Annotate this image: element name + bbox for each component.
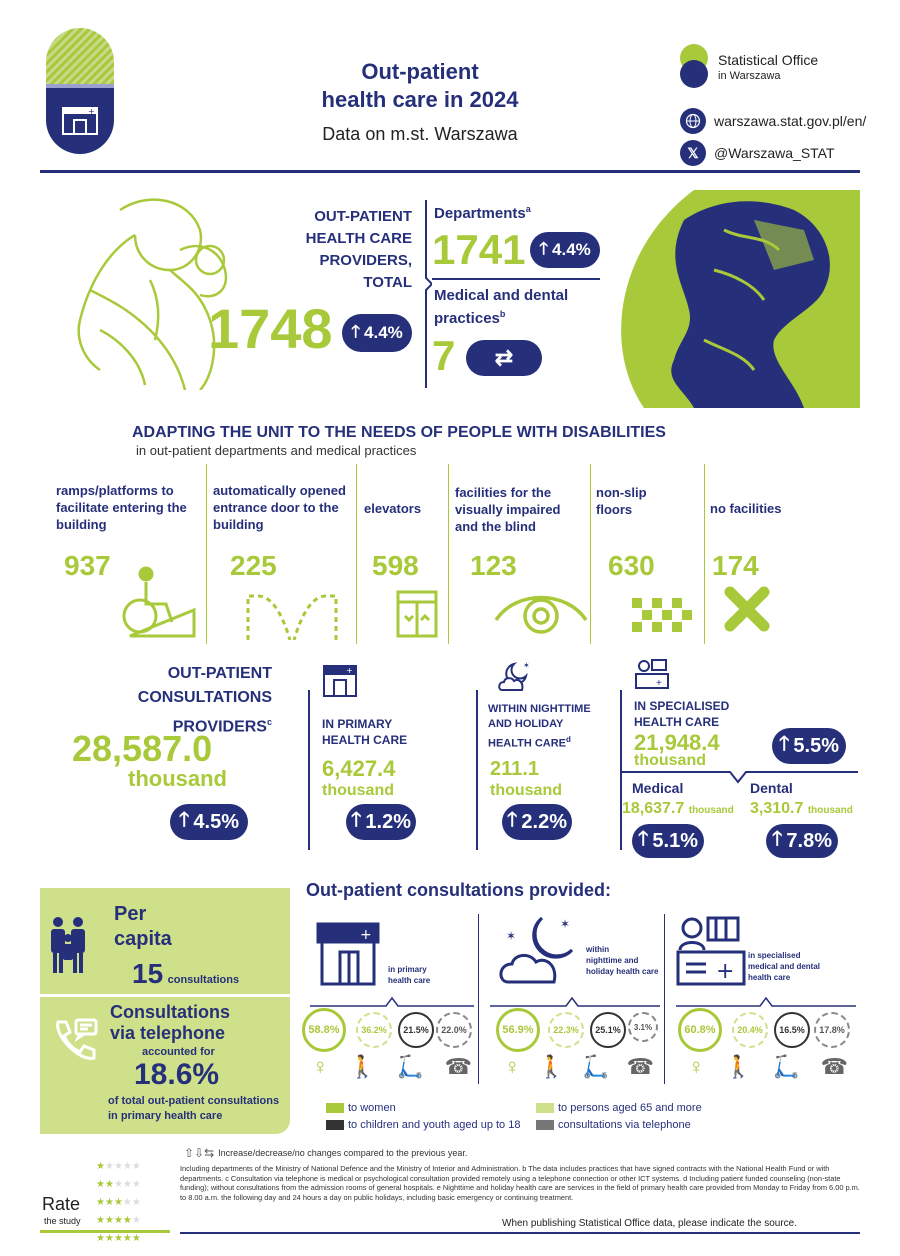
elderly-icon: 🚶 [348, 1054, 377, 1079]
tel-label-line1: Consultations [110, 1002, 230, 1022]
providers-change-badge [342, 314, 412, 352]
medical-change-value: 5.1% [652, 829, 698, 852]
legend-women-label: to women [348, 1102, 396, 1114]
legend-elderly-label: to persons aged 65 and more [558, 1102, 702, 1114]
legend-swatch-youth [326, 1120, 344, 1130]
rate-sublabel: the study [44, 1216, 81, 1226]
arrow-up-icon: 🡑 [351, 321, 361, 341]
arrow-up-icon: 🡑 [539, 238, 549, 258]
woman-icon: ♀ [504, 1054, 521, 1079]
night-unit: thousand [490, 782, 562, 799]
svg-text:+: + [656, 678, 662, 689]
disability-value-visual: 123 [470, 550, 517, 581]
disability-value-ramps: 937 [64, 550, 111, 581]
providers-label-line2: HEALTH CARE [305, 230, 412, 247]
group1-phone-circle [436, 1012, 472, 1048]
consultations-change-value: 4.5% [193, 810, 239, 833]
footnotes: Including departments of the Ministry of National Defence and the Ministry of Interior and Administration. b The data includes practices that have signed contracts with the National Health Fund or with departments. c Consultation via telephone is medical or psychological consultation provided remotely using a telephone connection or other ICT systems. d Including patient funded counseling (non-state funding); without consultations from the admission rooms of general hospitals. e Nighttime and holiday health care are services in the field of primary health care provided from Monday to Friday from 6.00 p.m. to 8.00 a.m. the following day and 24 hours a day on public holidays, including basic emergency or continuing treatment. [180, 1164, 860, 1202]
group3-youth-circle [774, 1012, 810, 1048]
group2-women-value: 56.9% [502, 1024, 534, 1036]
group3-women-circle [678, 1008, 722, 1052]
group2-bracket [490, 994, 660, 1008]
rating-stars[interactable]: ★★★★★ ★★★★★ ★★★★★ ★★★★★ ★★★★★ [96, 1161, 141, 1244]
child-scooter-icon: 🛴 [582, 1054, 610, 1079]
arrow-up-icon: 🡑 [779, 733, 790, 755]
disability-value-floors: 630 [608, 550, 655, 581]
legend-telephone [536, 1119, 691, 1131]
arrow-up-icon: 🡑 [507, 809, 518, 831]
provided-title: Out-patient consultations provided: [306, 880, 611, 900]
phone-chat-icon: ☎ [444, 1054, 472, 1079]
change-arrows-icon: ⇧⇩⇆ [184, 1146, 215, 1160]
group2-youth-value: 25.1% [595, 1025, 621, 1035]
departments-change-value: 4.4% [552, 240, 591, 259]
col-divider [308, 690, 310, 850]
night-label-line1: WITHIN NIGHTTIME [488, 703, 591, 715]
consultations-label-line3: PROVIDERS [172, 718, 267, 736]
col-divider [356, 464, 357, 644]
dental-change-badge [766, 824, 838, 858]
woman-icon: ♀ [312, 1054, 329, 1079]
group1-youth-circle [398, 1012, 434, 1048]
phone-chat-icon: ☎ [626, 1054, 654, 1079]
consultations-label-line1: OUT-PATIENT [167, 665, 272, 682]
legend-women [326, 1102, 396, 1114]
website-row[interactable] [680, 108, 866, 134]
office-logo-icon [676, 44, 712, 88]
departments-sup: a [525, 204, 531, 214]
elderly-icon: 🚶 [537, 1054, 565, 1079]
group2-elderly-value: 22.3% [553, 1025, 579, 1035]
night-label-line3: HEALTH CARE [488, 737, 567, 750]
group2-youth-circle [590, 1012, 626, 1048]
x-logo-icon: 𝕏 [680, 140, 706, 166]
primary-clinic-icon [316, 920, 380, 991]
col-divider [448, 464, 449, 644]
tel-value: 18.6% [134, 1058, 220, 1091]
rate-label[interactable]: Rate [42, 1194, 81, 1214]
office-city: in Warszawa [718, 70, 781, 82]
night-change-badge [502, 804, 572, 840]
practices-label-line2: practices [434, 310, 500, 327]
disability-label-ramps: ramps/platforms to facilitate entering the building [56, 483, 187, 532]
group3-label-line3: health care [748, 973, 791, 982]
primary-unit: thousand [322, 782, 394, 799]
group3-label-line1: in specialised [748, 951, 801, 960]
spec-label-line1: IN SPECIALISED [634, 699, 730, 713]
legend-youth-label: to children and youth aged up to 18 [348, 1119, 521, 1131]
persona-icons-group3 [688, 1052, 848, 1086]
website-link[interactable]: warszawa.stat.gov.pl/en/ [714, 113, 867, 129]
arrow-up-icon: 🡑 [179, 809, 190, 831]
consultations-change-badge [170, 804, 248, 840]
x-icon [722, 584, 772, 639]
page-title-line2: health care in 2024 [321, 87, 519, 112]
disability-label-floors: non-slip floors [596, 485, 647, 517]
group2-label-line1: within [586, 945, 610, 954]
family-icon [48, 916, 88, 981]
auto-door-icon [244, 590, 340, 645]
group3-phone-circle [814, 1012, 850, 1048]
page-subtitle: Data on m.st. Warszawa [322, 124, 518, 144]
eye-icon [494, 590, 588, 645]
group1-youth-value: 21.5% [403, 1025, 429, 1035]
night-change-value: 2.2% [521, 810, 567, 833]
spec-change-value: 5.5% [793, 734, 839, 757]
office-name: Statistical Office [718, 52, 819, 68]
departments-change-badge [530, 232, 600, 268]
legend-youth [326, 1119, 520, 1131]
legend-elderly [536, 1102, 702, 1114]
svg-text:✶: ✶ [560, 917, 571, 931]
tel-note-line2: in primary health care [108, 1110, 223, 1122]
group2-phone-circle [628, 1012, 658, 1042]
disability-label-elevators: elevators [364, 501, 422, 516]
group3-elderly-circle [732, 1012, 768, 1048]
providers-label-line4: TOTAL [363, 274, 412, 291]
svg-text:✶: ✶ [523, 661, 530, 670]
providers-change-value: 4.4% [364, 323, 403, 342]
primary-change-value: 1.2% [365, 810, 411, 833]
child-scooter-icon: 🛴 [396, 1054, 425, 1079]
providers-label-line3: PROVIDERS, [319, 252, 412, 269]
per-capita-label-line1: Per [114, 903, 147, 925]
group1-elderly-circle [356, 1012, 392, 1048]
col-divider [590, 464, 591, 644]
tel-note-line1: of total out-patient consultations [108, 1095, 280, 1107]
svg-text:✶: ✶ [506, 929, 517, 943]
consultations-sup: c [266, 717, 272, 727]
page-title-line1: Out-patient [361, 59, 479, 84]
practices-value: 7 [432, 332, 456, 379]
group3-bracket [676, 994, 856, 1008]
per-capita-value: 15 [132, 958, 164, 989]
medical-unit: thousand [688, 805, 734, 816]
medical-change-badge [632, 824, 704, 858]
col-divider [664, 914, 665, 1084]
elderly-icon: 🚶 [724, 1054, 753, 1079]
header-logo-badge [46, 28, 114, 154]
group1-women-value: 58.8% [308, 1024, 340, 1036]
group2-label-line2: nighttime and [586, 956, 639, 965]
col-divider [478, 914, 479, 1084]
primary-change-badge [346, 804, 416, 840]
providers-total: 1748 [208, 297, 333, 360]
per-capita-label-line2: capita [114, 928, 172, 950]
consultations-total-unit: thousand [128, 766, 227, 791]
night-label-line2: AND HOLIDAY [488, 718, 564, 730]
swap-arrows-icon: ⇄ [494, 345, 514, 370]
wheelchair-ramp-icon [110, 566, 196, 647]
night-value: 211.1 [490, 758, 539, 780]
group1-women-circle [302, 1008, 346, 1052]
dental-value: 3,310.7 [750, 800, 804, 817]
night-sup: d [566, 735, 571, 744]
disability-label-visual: facilities for the visually impaired and the blind [455, 485, 561, 534]
svg-text:+: + [716, 959, 735, 984]
primary-value: 6,427.4 [322, 756, 396, 781]
dental-label: Dental [750, 780, 793, 796]
group3-women-value: 60.8% [684, 1024, 716, 1036]
providers-label-line1: OUT-PATIENT [314, 208, 412, 225]
rate-underline [40, 1230, 170, 1233]
svg-text:+: + [360, 927, 372, 943]
group1-label-line2: health care [388, 976, 431, 985]
practices-label-line1: Medical and dental [434, 287, 569, 304]
primary-label-line2: HEALTH CARE [322, 733, 408, 747]
child-scooter-icon: 🛴 [772, 1054, 801, 1079]
per-capita-unit: consultations [167, 974, 240, 986]
tel-label-line3: accounted for [142, 1046, 215, 1058]
twitter-handle[interactable]: @Warszawa_STAT [714, 145, 835, 161]
specialist-desk-icon [634, 658, 670, 695]
disability-value-elevators: 598 [372, 550, 419, 581]
tel-label-line2: via telephone [110, 1023, 226, 1043]
phone-chat-icon [50, 1016, 100, 1071]
group1-elderly-value: 36.2% [361, 1025, 387, 1035]
group3-phone-value: 17.8% [819, 1025, 845, 1035]
elevator-icon [396, 590, 438, 643]
checker-floor-icon [632, 598, 694, 639]
departments-value: 1741 [432, 226, 526, 273]
arrow-up-icon: 🡑 [351, 809, 362, 831]
disability-value-door: 225 [230, 550, 277, 581]
night-moon-cloud-icon [496, 914, 578, 991]
specialist-reception-icon [676, 914, 746, 991]
group1-phone-value: 22.0% [441, 1025, 467, 1035]
col-divider [704, 464, 705, 644]
primary-label-line1: IN PRIMARY [322, 717, 393, 731]
svg-text:+: + [346, 666, 353, 675]
svg-text:+: + [88, 107, 95, 116]
woman-icon: ♀ [688, 1054, 705, 1079]
twitter-row[interactable] [680, 140, 835, 166]
persona-icons-group1 [312, 1052, 472, 1086]
spec-label-line2: HEALTH CARE [634, 715, 720, 729]
group3-youth-value: 16.5% [779, 1025, 805, 1035]
legend-swatch-telephone [536, 1120, 554, 1130]
practices-nochange-badge [466, 340, 542, 376]
disability-label-door: automatically opened entrance door to the building [213, 483, 346, 532]
bracket-connector [420, 200, 432, 388]
spec-change-badge [772, 728, 846, 764]
legend-swatch-women [326, 1103, 344, 1113]
header-divider [40, 170, 860, 173]
col-divider [476, 690, 478, 850]
medical-label: Medical [632, 780, 684, 796]
globe-icon [680, 108, 706, 134]
moon-cloud-icon [496, 660, 532, 699]
dental-change-value: 7.8% [786, 829, 832, 852]
footer-line [180, 1232, 860, 1234]
group3-label-line2: medical and dental [748, 962, 821, 971]
group2-phone-value: 3.1% [633, 1022, 653, 1032]
practices-sup: b [499, 309, 506, 319]
legend-swatch-elderly [536, 1103, 554, 1113]
spec-value: 21,948.4 [634, 730, 720, 755]
group1-bracket [310, 994, 474, 1008]
disabilities-subtitle: in out-patient departments and medical practices [136, 443, 417, 458]
persona-icons-group2 [504, 1052, 654, 1086]
disabilities-title: ADAPTING THE UNIT TO THE NEEDS OF PEOPLE WITH DISABILITIES [132, 424, 666, 441]
arrows-note: Increase/decrease/no changes compared to the previous year. [218, 1148, 468, 1158]
statue-photo [604, 190, 860, 408]
phone-chat-icon: ☎ [820, 1054, 848, 1079]
legend-telephone-label: consultations via telephone [558, 1119, 691, 1131]
clinic-icon [322, 662, 358, 703]
arrow-up-icon: 🡑 [772, 828, 783, 850]
group2-elderly-circle [548, 1012, 584, 1048]
source-note: When publishing Statistical Office data, please indicate the source. [502, 1218, 797, 1229]
medical-value: 18,637.7 [622, 800, 685, 817]
per-capita-divider [40, 994, 290, 997]
group3-elderly-value: 20.4% [737, 1025, 763, 1035]
consultations-label-line2: CONSULTATIONS [137, 689, 272, 706]
spec-unit: thousand [634, 752, 706, 769]
group2-women-circle [496, 1008, 540, 1052]
group1-label-line1: in primary [388, 965, 427, 974]
dental-unit: thousand [807, 805, 853, 816]
disability-label-none: no facilities [710, 501, 782, 516]
departments-divider [432, 278, 600, 280]
arrow-up-icon: 🡑 [638, 828, 649, 850]
group2-label-line3: holiday health care [586, 967, 659, 976]
departments-label: Departments [434, 205, 526, 222]
consultations-total: 28,587.0 [72, 728, 213, 769]
disability-value-none: 174 [712, 550, 759, 581]
col-divider [206, 464, 207, 644]
